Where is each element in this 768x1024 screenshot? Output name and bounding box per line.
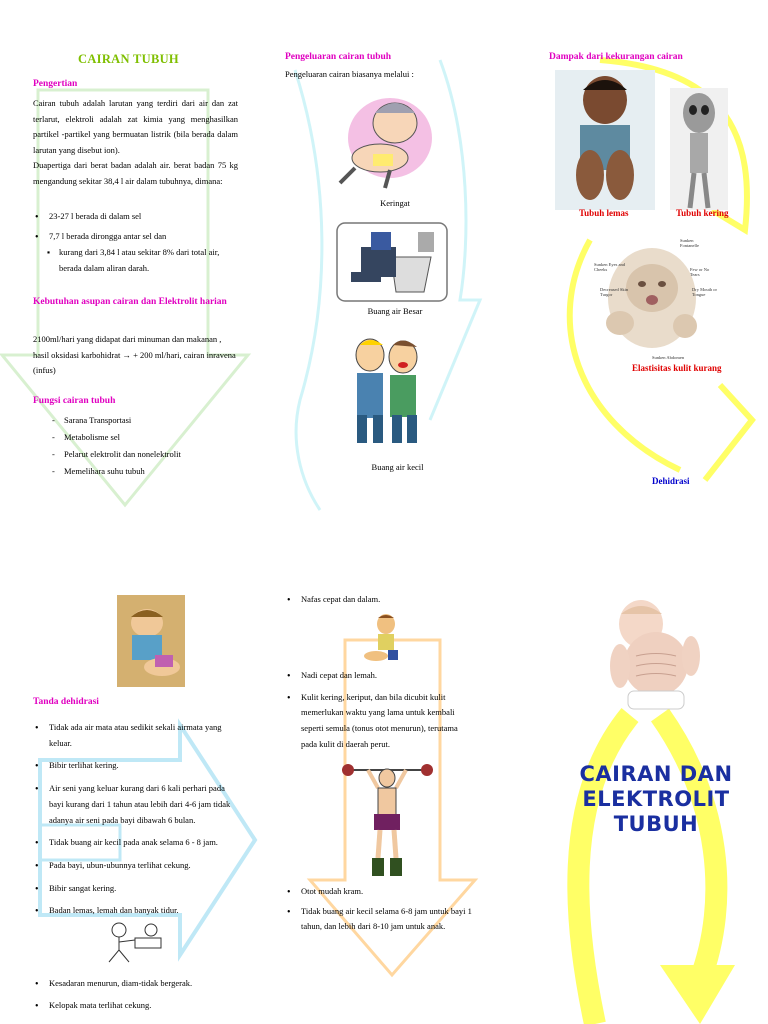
list-item: • Tidak buang air kecil pada anak selama 6 - 8 jam. xyxy=(33,835,238,851)
section-heading-kebutuhan: Kebutuhan asupan cairan dan Elektrolit harian xyxy=(33,297,227,307)
pengertian-text: Cairan tubuh adalah larutan yang terdiri dari air dan zat terlarut, elektroli adalah zat kimia yang menghasilkan partikel -partikel yang bermuatan listrik (bila berada dalam larutan yang disebut ion). xyxy=(33,98,238,156)
caption-tubuh-lemas: Tubuh lemas xyxy=(579,208,629,218)
sleepy-person-sketch xyxy=(105,918,165,964)
diagram-label: Sunken Eyes and Cheeks xyxy=(594,262,625,272)
list-item: • Tidak buang air kecil selama 6-8 jam untuk bayi 1 tahun, dan lebih dari 8-10 jam untuk anak. xyxy=(285,904,480,935)
diagram-label: Sunken Fontanelle xyxy=(680,238,699,248)
pengeluaran-intro: Pengeluaran cairan biasanya melalui : xyxy=(285,69,414,79)
sick-child-illustration xyxy=(117,595,185,687)
sub-bullet-text: kurang dari 3,84 l atau sekitar 8% dari total air, berada dalam aliran darah. xyxy=(59,247,220,273)
weak-child-photo xyxy=(555,70,655,210)
gejala-list-3 xyxy=(285,884,480,935)
list-item: • 7,7 l berada dirongga antar sel dan xyxy=(33,229,238,245)
list-item: • Air seni yang keluar kurang dari 6 kali perhari pada bayi kurang dari 1 tahun atau lebih dari 4-6 jam tidak adanya air seni pada bayi dibawah 6 bulan. xyxy=(33,781,238,828)
sweating-baby-illustration xyxy=(335,88,435,193)
diagram-label: Sunken Abdomen xyxy=(652,355,685,360)
cover-title-line: TUBUH xyxy=(613,812,699,837)
list-item: • Bibir terlihat kering. xyxy=(33,758,238,774)
list-item: • Kelopak mata terlihat cekung. xyxy=(33,998,238,1014)
list-item: - Memelihara suhu tubuh xyxy=(48,463,238,480)
section-heading-pengertian: Pengertian xyxy=(33,79,78,89)
list-item: • Pada bayi, ubun-ubunnya terlihat cekung. xyxy=(33,858,238,874)
list-item: - Metabolisme sel xyxy=(48,429,238,446)
section-heading-dampak: Dampak dari kekurangan cairan xyxy=(549,52,683,62)
diagram-label: Decreased Skin Turgor xyxy=(600,287,629,297)
list-item: - Sarana Transportasi xyxy=(48,412,238,429)
list-item: • Kesadaran menurun, diam-tidak bergerak. xyxy=(33,976,238,992)
list-item: • Bibir sangat kering. xyxy=(33,881,238,897)
caption-dehidrasi: Dehidrasi xyxy=(652,476,690,486)
caption-keringat: Keringat xyxy=(380,198,410,208)
caption-buang-air-besar: Buang air Besar xyxy=(367,306,423,316)
list-item: • Kulit kering, keriput, dan bila dicubit kulit memerlukan waktu yang lama untuk kembali seperti semula (tonus otot menurun), terutama pada kulit di daerah perut. xyxy=(285,690,475,753)
gejala-list-2 xyxy=(285,668,475,753)
caption-buang-air-kecil: Buang air kecil xyxy=(371,462,424,472)
diagram-label: Few or No Tears xyxy=(690,267,710,277)
list-item: - Pelarut elektrolit dan nonelektrolit xyxy=(48,446,238,463)
section-heading-tanda-dehidrasi: Tanda dehidrasi xyxy=(33,697,99,707)
cover-title-line: ELEKTROLIT xyxy=(582,787,730,812)
list-item: • Badan lemas, lemah dan banyak tidur. xyxy=(33,903,238,919)
section-heading-fungsi: Fungsi cairan tubuh xyxy=(33,396,116,406)
list-item: • Nadi cepat dan lemah. xyxy=(285,668,475,684)
fungsi-list xyxy=(48,412,238,480)
cramp-man-illustration xyxy=(340,758,435,878)
gejala-list-1 xyxy=(285,592,475,608)
dry-body-illustration xyxy=(670,88,728,210)
baby-cover-illustration xyxy=(596,596,704,711)
caption-elastisitas: Elastisitas kulit kurang xyxy=(632,363,722,373)
tanda-dehidrasi-list-2 xyxy=(33,976,238,1013)
cover-title xyxy=(556,762,756,838)
water-distribution-list xyxy=(33,209,238,244)
urinating-illustration xyxy=(345,335,430,445)
list-item: • Tidak ada air mata atau sedikit sekali airmata yang keluar. xyxy=(33,720,238,751)
kebutuhan-text: 2100ml/hari yang didapat dari minuman dan makanan , hasil oksidasi karbohidrat → + 200 ml/hari, cairan inravena (infus) xyxy=(33,334,236,376)
caption-tubuh-kering: Tubuh kering xyxy=(676,208,729,218)
pengertian-text-2: Duapertiga dari berat badan adalah air. berat badan 75 kg mengandung sekitar 38,4 l air dalam tubuhnya, dimana: xyxy=(33,160,238,186)
diagram-label: Dry Mouth or Tongue xyxy=(692,287,717,297)
list-item: • Otot mudah kram. xyxy=(285,884,480,900)
sub-bullet xyxy=(49,245,234,276)
list-item: • 23-27 l berada di dalam sel xyxy=(33,209,238,225)
section-heading-pengeluaran: Pengeluaran cairan tubuh xyxy=(285,52,392,62)
page-title: CAIRAN TUBUH xyxy=(78,52,179,66)
tanda-dehidrasi-list xyxy=(33,720,238,919)
breathing-child-illustration xyxy=(362,612,404,664)
dehydrated-baby-diagram xyxy=(590,238,730,368)
list-item: • Nafas cepat dan dalam. xyxy=(285,592,475,608)
cover-title-line: CAIRAN DAN xyxy=(579,762,733,786)
toilet-illustration xyxy=(336,222,448,302)
square-bullet-icon: ▪ xyxy=(47,247,51,257)
